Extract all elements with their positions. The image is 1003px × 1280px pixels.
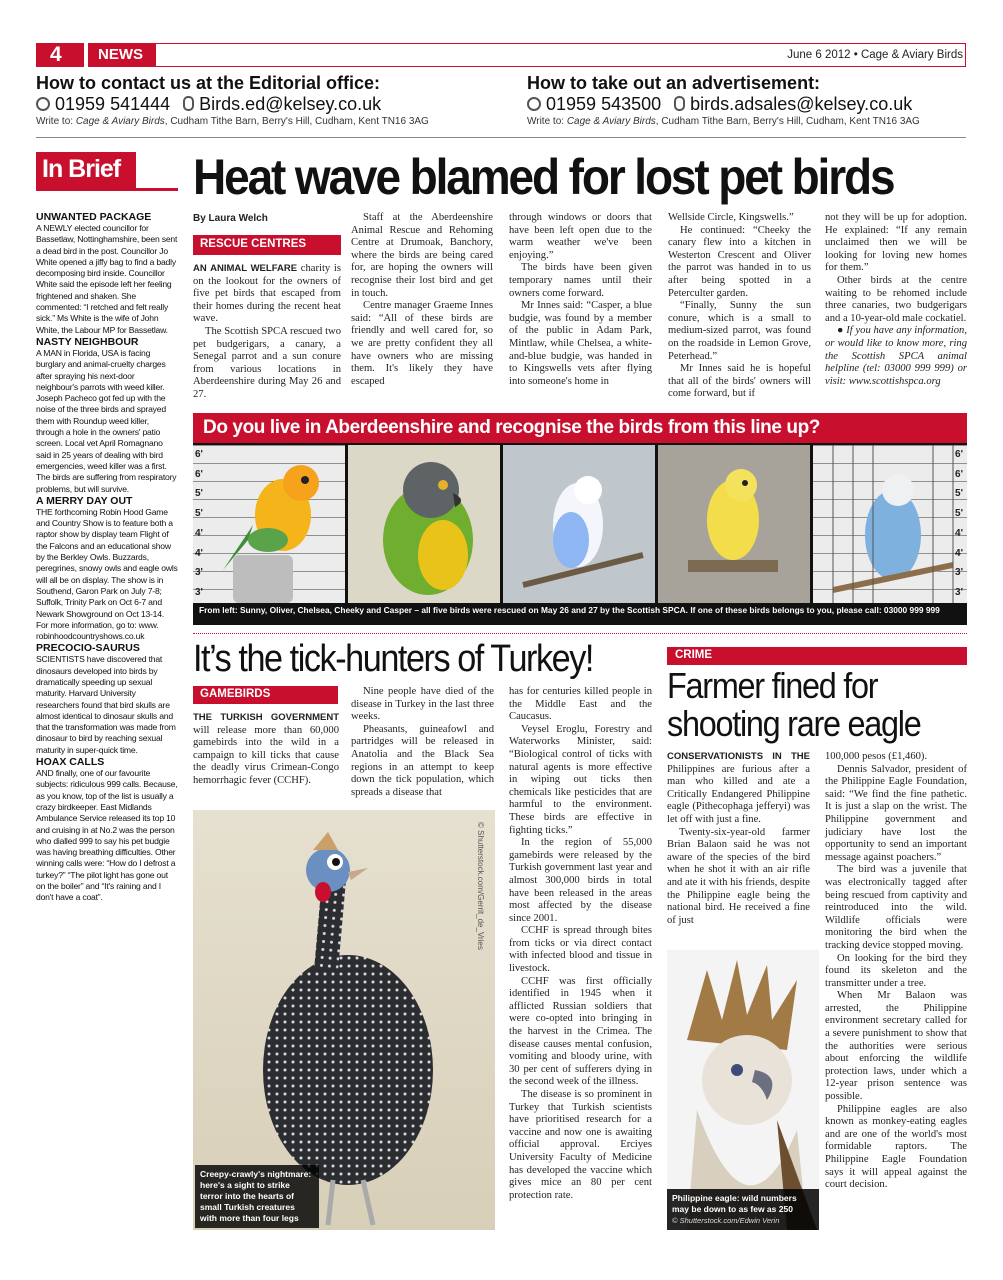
height-mark: 5': [195, 488, 203, 500]
write-to: Write to:: [36, 116, 74, 127]
story2-col3: [509, 686, 652, 1202]
story3-tag: CRIME: [675, 649, 713, 661]
mouse-icon: [183, 96, 194, 111]
story2-col2: [351, 686, 494, 799]
paragraph: charity is on the lookout for the owners of five pet birds that escaped from their homes during the recent heat wave.: [193, 263, 341, 325]
brief-body: A NEWLY elected councillor for Bassetlaw, Nottinghamshire, been sent a dead bird in the post. Councillor Jo White opened a jiffy bag to find a badly decomposing bird inside. Councillor White said the episode left her feeling frightened and shaken. She commented: “I retched and felt really sick.” Ms White is the wife of John White, the Labour MP for Bassetlaw.: [36, 223, 178, 335]
height-mark: 6': [195, 449, 203, 460]
height-scale-right: [945, 445, 963, 603]
brief-heading: UNWANTED PACKAGE: [36, 211, 152, 223]
brief-body: SCIENTISTS have discovered that dinosaurs developed into birds by dramatically speeding up sexual maturity. Harvard University researchers found that bird skulls are almost identical to dinosaur skulls and that the transformation was made from dinosaur to bird by reaching sexual maturity in super-quick time.: [36, 654, 176, 755]
advert-phone: 01959 543500: [546, 94, 662, 114]
lineup-panel: [193, 413, 967, 625]
brief-body: THE forthcoming Robin Hood Game and Country Show is to feature both a raptor show by display team Flight of the Falcons and an educational show by the Berkley Owls. Buzzards, peregrines, snowy owls and eagle owls will all be on display. The show is in Southend, Garon Park on July 7-8; Suffolk, Trinity Park on Oct 6-7 and Newark Showground on Oct 13-14. For more information, go to: www. robinhoodcountryshows.co.uk: [36, 506, 178, 642]
story1-col5: [825, 212, 967, 388]
brief-item: [36, 336, 178, 495]
advert-contact: [527, 73, 977, 128]
advert-email[interactable]: birds.adsales@kelsey.co.uk: [690, 94, 913, 114]
magazine-name: Cage & Aviary Birds: [566, 116, 656, 127]
eagle-image: [667, 950, 819, 1230]
paragraph: Mr Innes said he is hopeful that all of the birds' owners will come forward, but if: [668, 363, 811, 400]
height-mark: 6': [955, 468, 963, 480]
phone-icon: [527, 97, 541, 111]
paragraph: When Mr Balaon was arrested, the Philippine environment secretary called for a severe punishment to show that the authorities were serious about enforcing the wildlife protection laws, under which a 12-year prison sentence was possible.: [825, 990, 967, 1103]
info-text: If you have any information, or would like to know more, ring the Scottish SPCA animal helpline (tel: 03000 999 999) or visit: www.scottishspca.org: [825, 325, 967, 387]
photo-cheeky: [658, 445, 810, 603]
paragraph: Mr Innes said: “Casper, a blue budgie, was found by a member of the public in Adam Park, Mintlaw, while Chelsea, a white-and-blue budgie, was handed in to Kingswells vets after flying into someone's home in: [509, 300, 652, 387]
story1-col3: [509, 212, 652, 388]
height-mark: 3': [195, 586, 203, 598]
story3-lead: CONSERVATIONISTS IN THE: [667, 751, 810, 762]
brief-heading: A MERRY DAY OUT: [36, 494, 133, 507]
lineup-photos: [193, 445, 967, 603]
story2-lead: THE TURKISH GOVERNMENT: [193, 712, 339, 723]
write-to: Write to:: [527, 116, 565, 127]
height-mark: 5': [195, 508, 203, 520]
address: , Cudham Tithe Barn, Berry's Hill, Cudham, Kent TN16 3AG: [164, 116, 429, 127]
story1-col4: [668, 212, 811, 401]
photo-sunny: [193, 445, 345, 603]
story2-col1: [193, 712, 339, 788]
guineafowl-photo: [193, 810, 495, 1230]
phone-icon: [36, 97, 50, 111]
story3-col2: [825, 751, 967, 1192]
eagle-caption-text: Philippine eagle: wild numbers may be down to as few as 250: [672, 1193, 797, 1214]
paragraph: The bird was a juvenile that was electronically tagged after being rescued from captivity and reintroduced into the wild. Wildlife officials were monitoring the bird when the tracking device stopped moving.: [825, 864, 967, 951]
story1-col2: [351, 212, 493, 388]
story1-byline: By Laura Welch: [193, 213, 268, 224]
paragraph: Staff at the Aberdeenshire Animal Rescue and Rehoming Centre at Drumoak, Banchory, where the birds are being cared for, are hoping the owners will recognise their lost bird and get in touch.: [351, 212, 493, 299]
height-scale-left: [195, 445, 209, 603]
paragraph: Nine people have died of the disease in Turkey in the last three weeks.: [351, 686, 494, 723]
paragraph: Philippine eagles are also known as monkey-eating eagles and are one of the world's most formidable raptors. The Philippine Eagle Foundation says it will appeal against the court decision.: [825, 1103, 967, 1191]
lineup-caption: From left: Sunny, Oliver, Chelsea, Cheeky and Casper – all five birds were rescued on May 26 and 27 by the Scottish SPCA. If one of these birds belongs to you, please call: 03000 999 999: [199, 605, 940, 615]
paragraph: On looking for the bird they found its skeleton and the transmitter under a tree.: [825, 952, 967, 989]
paragraph: Centre manager Graeme Innes said: “All of these birds are friendly and well cared for, so we are pretty confident they all have owners who are missing them. It's likely they have escaped: [351, 300, 493, 387]
paragraph: has for centuries killed people in the Middle East and the Caucasus.: [509, 686, 652, 723]
brief-item: [36, 495, 178, 643]
photo-chelsea: [503, 445, 655, 603]
story1-col1: [193, 263, 341, 402]
story2-headline: It’s the tick-hunters of Turkey!: [193, 638, 593, 680]
brief-heading: HOAX CALLS: [36, 756, 105, 769]
height-mark: 4': [955, 527, 963, 539]
brief-item: [36, 756, 178, 904]
story1-lead: AN ANIMAL WELFARE: [193, 263, 298, 274]
height-mark: 4': [955, 547, 963, 559]
height-mark: 6': [955, 449, 963, 460]
height-mark: 4': [195, 527, 203, 539]
brief-heading: NASTY NEIGHBOUR: [36, 335, 139, 348]
brief-heading: PRECOCIO-SAURUS: [36, 642, 140, 655]
paragraph: Other birds at the centre waiting to be rehomed include three canaries, two budgerigars and a 10-year-old male cockatiel.: [825, 274, 967, 324]
brief-body: A MAN in Florida, USA is facing burglary and animal-cruelty charges after spraying his next-door neighbour's parrots with weed killer. Joseph Pacheco got fed up with the noise of the three birds and sprayed them with Roundup weed killer, through a hole in the owners' patio screen. Local vet April Romagnano said in 25 years of dealing with bird emergencies, weed killer was a first. The birds are suffering from respiratory problems, but will survive.: [36, 347, 177, 494]
eagle-credit: © Shutterstock.com/Edwin Verin: [672, 1216, 780, 1225]
paragraph: “Finally, Sunny the sun conure, which is a small to medium-sized parrot, was found on the roadside in Lemon Grove, Peterhead.”: [668, 300, 811, 362]
guineafowl-caption: Creepy-crawly's nightmare: here's a sight to strike terror into the hearts of small Turkish creatures with more than four legs: [195, 1165, 319, 1228]
in-brief-title: In Brief: [42, 155, 121, 183]
height-mark: 5': [955, 488, 963, 500]
story1-headline: Heat wave blamed for lost pet birds: [193, 149, 894, 205]
in-brief-sidebar: [36, 152, 178, 1230]
bullet-icon: ●: [837, 325, 844, 337]
paragraph: Twenty-six-year-old farmer Brian Balaon said he was not aware of the species of the bird when he shot it with an air rifle and ate it with his friends, despite the Philippine eagle being the national bird. He received a fine of just: [667, 826, 810, 926]
story1-tag-label: RESCUE CENTRES: [200, 238, 307, 250]
editorial-title: How to contact us at the Editorial office:: [36, 73, 381, 93]
magazine-name: Cage & Aviary Birds: [75, 116, 165, 127]
issue-date: June 6 2012 • Cage & Aviary Birds: [787, 49, 963, 61]
paragraph: CCHF was first officially identified in 1945 when it afflicted Russian soldiers that were co-opted into bringing in the harvest in the Crimea. The disease causes mental confusion, vomiting and bloody urine, with 30 per cent of sufferers dying in the second week of the illness.: [509, 975, 652, 1088]
paragraph: Pheasants, guineafowl and partridges will be released in Anatolia and the Black Sea regions in an attempt to keep down the tick population, which spreads a disease that: [351, 723, 494, 798]
story3-col1: [667, 751, 810, 927]
height-mark: 4': [195, 547, 203, 559]
section-label: NEWS: [98, 46, 143, 63]
photo-oliver: [348, 445, 500, 603]
editorial-email[interactable]: Birds.ed@kelsey.co.uk: [199, 94, 382, 114]
paragraph: Dennis Salvador, president of the Philippine Eagle Foundation, said: “We find the fine pathetic. It is just a slap on the wrist. The Philippine government and judiciary have lost the opportunity to send an important message against poachers.”: [825, 763, 967, 863]
height-mark: 6': [195, 468, 203, 480]
story2-tag-label: GAMEBIRDS: [200, 688, 271, 700]
height-mark: 5': [955, 508, 963, 520]
editorial-phone: 01959 541444: [55, 94, 171, 114]
address: , Cudham Tithe Barn, Berry's Hill, Cudham, Kent TN16 3AG: [655, 116, 920, 127]
in-brief-list: [36, 211, 178, 904]
eagle-caption: [667, 1189, 819, 1230]
advert-title: How to take out an advertisement:: [527, 73, 821, 93]
editorial-contact: [36, 73, 506, 128]
paragraph: The birds have been given temporary names until their owners come forward.: [509, 262, 652, 299]
paragraph: 100,000 pesos (£1,460).: [825, 751, 928, 762]
paragraph: CCHF is spread through bites from ticks or via direct contact with infected blood and tissue in livestock.: [509, 925, 652, 975]
guineafowl-credit: © Shutterstock.com/Gerrit_de_Vries: [476, 822, 485, 950]
paragraph: through windows or doors that have been left open due to the warm weather we've been enjoying.”: [509, 212, 652, 261]
dotted-rule: [193, 633, 967, 634]
height-mark: 3': [195, 567, 203, 579]
paragraph: Wellside Circle, Kingswells.”: [668, 212, 794, 223]
paragraph: The disease is so prominent in Turkey that Turkish scientists have prioritised research for a vaccine and now one is awaiting official approval. Erciyes University Faculty of Medicine has developed the vaccine which gives mice an 80 per cent protection rate.: [509, 1089, 652, 1201]
paragraph: He continued: “Cheeky the canary flew into a kitchen in Westerton Crescent and Oliver the parrot was handed in to us after being spotted in a Peterculter garden.: [668, 224, 811, 299]
paragraph: Veysel Eroglu, Forestry and Waterworks Minister, said: “Biological control of ticks with natural agents is more effective in wiping out ticks then chemicals like pesticides that are harmful to the environment. These birds are effective in fighting ticks.”: [509, 723, 652, 836]
brief-item: [36, 642, 178, 756]
photo-casper: [813, 445, 967, 603]
paragraph: In the region of 55,000 gamebirds were released by the Turkish government last year and almost 300,000 birds in total have been released in the areas most affected by the disease since 2001.: [509, 837, 652, 924]
brief-body: AND finally, one of our favourite subjects: ridiculous 999 calls. Because, as you know, top of the list is usually a crazy birdkeeper. East Midlands Ambulance Service released its top 10 and cruising in at No.2 was the person who dialled 999 to say his pet budgie was having breathing difficulties. Other winning calls were: “How do I defrost a turkey?” “The pilot light has gone out on the boiler” and “It's raining and I don't have a coat”.: [36, 768, 178, 903]
height-mark: 3': [955, 567, 963, 579]
paragraph: not they will be up for adoption. He explained: “If any remain unclaimed then we will be looking for loving new homes for them.”: [825, 212, 967, 274]
lineup-banner: Do you live in Aberdeenshire and recognise the birds from this line up?: [193, 413, 967, 443]
height-mark: 3': [955, 586, 963, 598]
eagle-photo: [667, 950, 819, 1230]
paragraph: The Scottish SPCA rescued two pet budgerigars, a canary, a Senegal parrot and a sun conure from various locations in Aberdeenshire during May 26 and 27.: [193, 325, 341, 400]
paragraph: will release more than 60,000 gamebirds into the wild in a campaign to kill ticks that cause the deadly virus Crimean-Congo hemorrhagic fever (CCHF).: [193, 724, 339, 786]
brief-item: [36, 211, 178, 336]
story3-headline: Farmer fined for shooting rare eagle: [667, 665, 921, 744]
mouse-icon: [674, 96, 685, 111]
page-number: 4: [50, 43, 62, 66]
in-brief-title-box: [36, 152, 136, 188]
header-rule: [36, 137, 966, 138]
paragraph: Philippines are furious after a man who killed and ate a Critically Endangered Philippine eagle (Pithecophaga jefferyi) was let off with just a fine.: [667, 763, 810, 825]
